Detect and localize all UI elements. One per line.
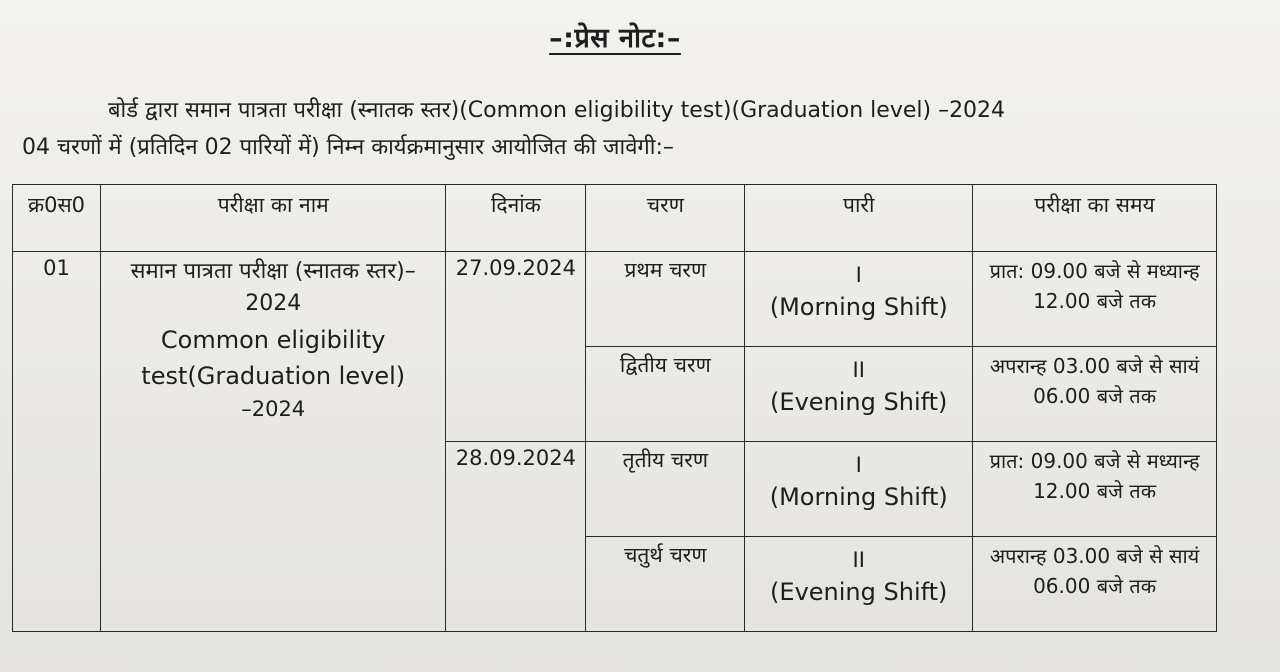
exam-name-hindi: समान पात्रता परीक्षा (स्नातक स्तर)–2024 [130, 259, 416, 316]
phase-cell [586, 442, 745, 537]
shift-cell [745, 252, 973, 347]
press-note-heading: –:प्रेस नोट:– [549, 23, 681, 54]
exam-name-english: Common eligibility test(Graduation level) [141, 326, 406, 390]
table-row [13, 252, 1217, 347]
intro-line-2: 04 चरणों में (प्रतिदिन 02 पारियों में) निम्न कार्यक्रमानुसार आयोजित की जावेगी:– [22, 135, 674, 160]
header-exam-time: परीक्षा का समय [973, 185, 1217, 252]
table-header-row [13, 185, 1217, 252]
exam-time: अपरान्ह 03.00 बजे से सायं 06.00 बजे तक [989, 544, 1200, 598]
time-cell [973, 347, 1217, 442]
intro-paragraph [22, 92, 1222, 166]
header-exam-name: परीक्षा का नाम [100, 185, 446, 252]
time-cell [973, 442, 1217, 537]
phase-cell [586, 537, 745, 632]
date-cell [446, 252, 586, 442]
exam-time: अपरान्ह 03.00 बजे से सायं 06.00 बजे तक [989, 354, 1200, 408]
serial-cell [13, 252, 101, 632]
shift-name: (Evening Shift) [770, 388, 948, 416]
exam-date: 28.09.2024 [455, 446, 577, 470]
phase-label: प्रथम चरण [624, 258, 707, 282]
header-phase: चरण [586, 185, 745, 252]
shift-name: (Evening Shift) [770, 578, 948, 606]
header-shift: पारी [745, 185, 973, 252]
shift-number: I [855, 263, 862, 287]
page-title [0, 18, 1230, 55]
exam-time: प्रात: 09.00 बजे से मध्यान्ह 12.00 बजे तक [989, 449, 1200, 503]
shift-cell [745, 442, 973, 537]
shift-cell [745, 537, 973, 632]
serial-number: 01 [43, 256, 70, 280]
header-date: दिनांक [446, 185, 586, 252]
date-cell [446, 442, 586, 632]
shift-name: (Morning Shift) [769, 483, 948, 511]
time-cell [973, 252, 1217, 347]
header-serial: क्र0स0 [13, 185, 101, 252]
exam-name-year: –2024 [241, 397, 306, 421]
shift-cell [745, 347, 973, 442]
phase-label: तृतीय चरण [622, 448, 708, 472]
intro-line-1: बोर्ड द्वारा समान पात्रता परीक्षा (स्नातक स्तर)(Common eligibility test)(Graduation level) –2024 [108, 98, 1006, 123]
shift-number: II [852, 358, 865, 382]
time-cell [973, 537, 1217, 632]
phase-cell [586, 347, 745, 442]
phase-label: द्वितीय चरण [619, 353, 711, 377]
phase-label: चतुर्थ चरण [624, 543, 707, 567]
exam-time: प्रात: 09.00 बजे से मध्यान्ह 12.00 बजे तक [989, 259, 1200, 313]
shift-number: II [852, 548, 865, 572]
exam-date: 27.09.2024 [455, 256, 577, 280]
exam-name-cell [100, 252, 446, 632]
phase-cell [586, 252, 745, 347]
shift-number: I [855, 453, 862, 477]
exam-schedule-table [12, 184, 1217, 632]
shift-name: (Morning Shift) [769, 293, 948, 321]
